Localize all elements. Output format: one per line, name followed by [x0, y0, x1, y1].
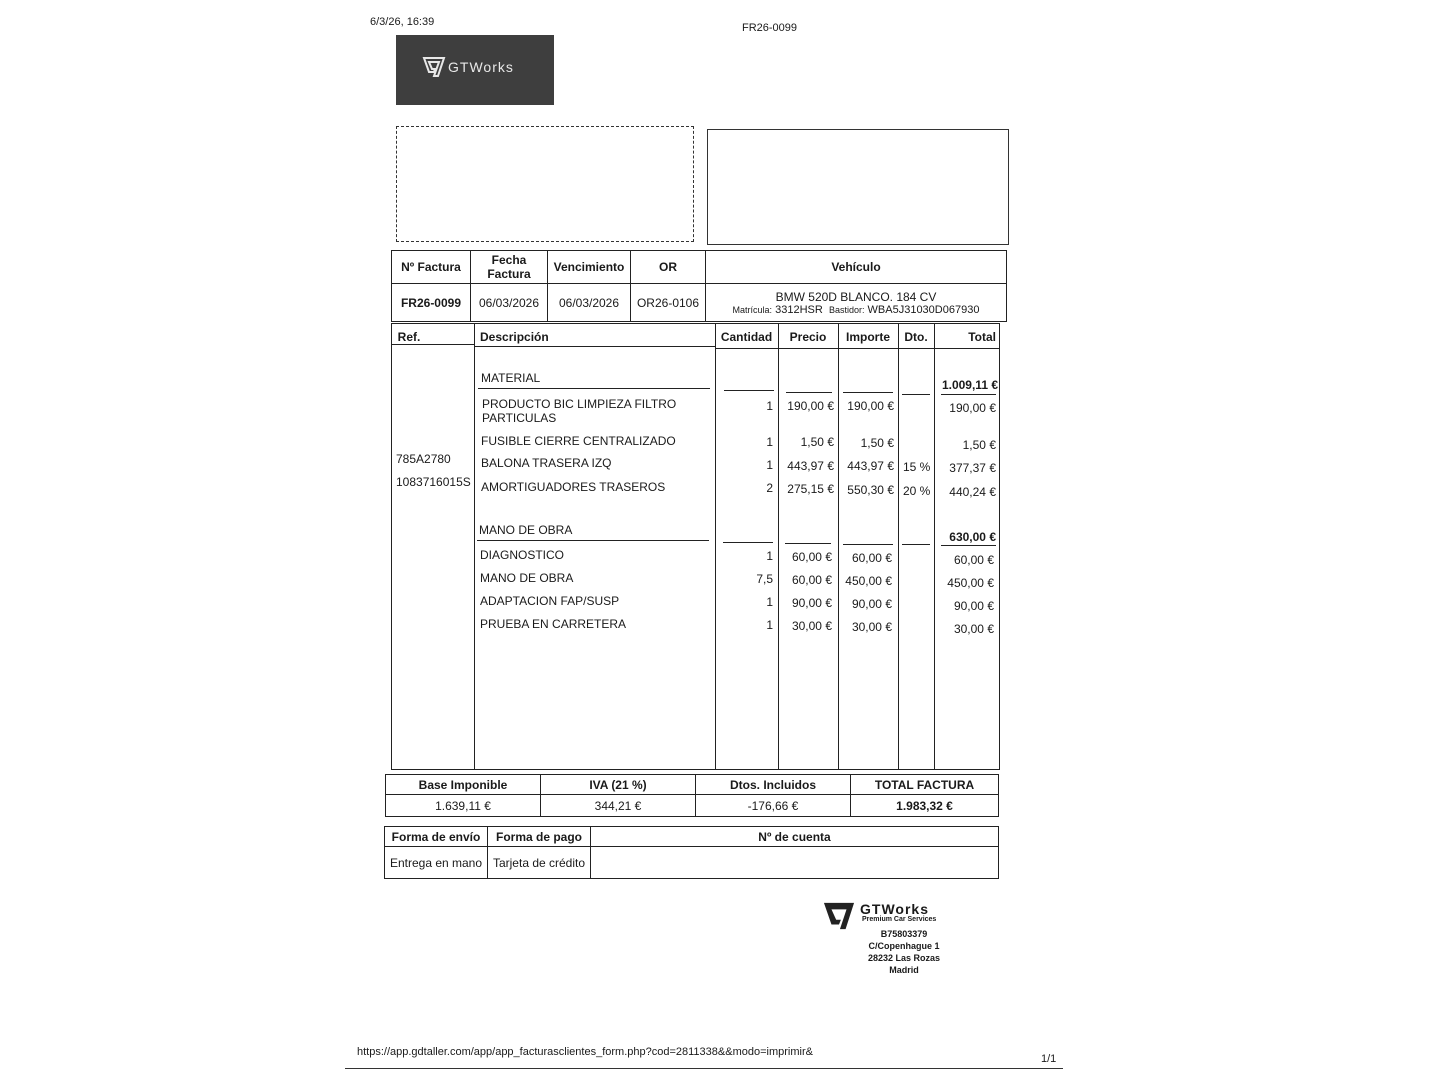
col-discount: Dto.	[904, 330, 928, 344]
invoice-no-value: FR26-0099	[392, 284, 471, 322]
item-description: FUSIBLE CIERRE CENTRALIZADO	[481, 434, 676, 448]
item-amount: 30,00 €	[851, 620, 892, 634]
invoice-no-label: Nº Factura	[392, 251, 471, 284]
iva-value: 344,21 €	[541, 795, 696, 817]
item-quantity: 1	[766, 618, 773, 632]
item-price: 1,50 €	[800, 435, 834, 449]
item-quantity: 1	[766, 435, 773, 449]
item-price: 443,97 €	[787, 459, 834, 473]
total-invoice-label: TOTAL FACTURA	[851, 775, 999, 795]
vehicle-ids	[710, 304, 1002, 316]
issuer-address-box	[396, 126, 694, 242]
chassis-value: WBA5J31030D067930	[867, 303, 980, 316]
item-description: AMORTIGUADORES TRASEROS	[481, 480, 666, 494]
section-total: 1.009,11 €	[941, 378, 998, 392]
base-label: Base Imponible	[386, 775, 541, 795]
item-ref: 1083716015S	[396, 475, 471, 489]
item-amount: 90,00 €	[851, 597, 892, 611]
item-description: DIAGNOSTICO	[480, 548, 565, 562]
col-description: Descripción	[480, 330, 549, 344]
item-description: PRODUCTO BIC LIMPIEZA FILTRO PARTICULAS	[482, 397, 677, 425]
base-value: 1.639,11 €	[386, 795, 541, 817]
item-ref: 785A2780	[396, 452, 451, 466]
document-id: FR26-0099	[742, 22, 798, 34]
item-amount: 60,00 €	[851, 551, 892, 565]
col-quantity: Cantidad	[720, 330, 773, 344]
item-price: 275,15 €	[787, 482, 834, 496]
item-amount: 443,97 €	[847, 459, 894, 473]
stamp-region: Madrid	[889, 965, 919, 975]
section-total: 630,00 €	[949, 530, 996, 544]
item-total: 60,00 €	[953, 553, 994, 567]
section-title: MATERIAL	[481, 371, 541, 385]
stamp-city: 28232 Las Rozas	[867, 953, 941, 963]
vehicle-label: Vehículo	[706, 251, 1007, 284]
customer-address-box	[707, 129, 1009, 245]
item-total: 190,00 €	[949, 401, 996, 415]
stamp-tax-id: B75803379	[880, 929, 928, 939]
item-discount: 15 %	[903, 460, 931, 474]
section-title: MANO DE OBRA	[479, 523, 573, 537]
due-date-value: 06/03/2026	[548, 284, 631, 322]
item-total: 1,50 €	[962, 438, 996, 452]
invoice-date-label: Fecha Factura	[471, 251, 548, 284]
due-date-label: Vencimiento	[548, 251, 631, 284]
stamp-brand: GTWorks	[860, 901, 929, 917]
item-price: 60,00 €	[791, 550, 832, 564]
chassis-label: Bastidor:	[828, 304, 865, 315]
vehicle-description: BMW 520D BLANCO. 184 CV	[775, 289, 937, 304]
total-invoice-value: 1.983,32 €	[851, 795, 999, 817]
company-logo	[396, 35, 554, 105]
item-quantity: 1	[766, 399, 773, 413]
payment-table	[384, 826, 999, 879]
item-price: 190,00 €	[787, 399, 834, 413]
item-discount: 20 %	[903, 484, 931, 498]
col-total: Total	[968, 330, 996, 344]
item-description: MANO DE OBRA	[480, 571, 574, 585]
or-value: OR26-0106	[631, 284, 706, 322]
shipping-value: Entrega en mano	[385, 847, 488, 879]
stamp-tagline: Premium Car Services	[862, 916, 937, 923]
item-quantity: 1	[766, 458, 773, 472]
footer-divider	[345, 1068, 1063, 1069]
vehicle-value	[706, 284, 1007, 322]
item-amount: 450,00 €	[845, 574, 892, 588]
gtworks-stamp-logo-icon	[822, 900, 856, 932]
logo-brand-text: GTWorks	[448, 59, 514, 75]
payment-method-value: Tarjeta de crédito	[488, 847, 591, 879]
item-total: 30,00 €	[953, 622, 994, 636]
account-label: Nº de cuenta	[591, 827, 999, 847]
item-amount: 550,30 €	[847, 483, 894, 497]
item-amount: 190,00 €	[847, 399, 894, 413]
or-label: OR	[631, 251, 706, 284]
payment-method-label: Forma de pago	[488, 827, 591, 847]
line-items-table	[391, 323, 1000, 770]
item-total: 440,24 €	[949, 485, 996, 499]
account-value	[591, 847, 999, 879]
item-quantity: 7,5	[756, 572, 773, 586]
item-quantity: 2	[766, 481, 773, 495]
totals-table	[385, 774, 999, 817]
item-description: PRUEBA EN CARRETERA	[480, 617, 627, 631]
company-stamp	[822, 898, 952, 978]
item-amount: 1,50 €	[860, 436, 894, 450]
gtworks-logo-icon	[422, 55, 446, 79]
shipping-label: Forma de envío	[385, 827, 488, 847]
invoice-header-table	[391, 250, 1007, 322]
col-amount: Importe	[845, 330, 890, 344]
item-description: BALONA TRASERA IZQ	[481, 456, 612, 470]
discounts-label: Dtos. Incluidos	[696, 775, 851, 795]
col-ref: Ref.	[397, 330, 421, 344]
stamp-street: C/Copenhague 1	[868, 941, 940, 951]
item-total: 90,00 €	[953, 599, 994, 613]
plate-value: 3312HSR	[775, 303, 823, 316]
item-quantity: 1	[766, 549, 773, 563]
item-price: 60,00 €	[791, 573, 832, 587]
item-quantity: 1	[766, 595, 773, 609]
col-price: Precio	[789, 330, 827, 344]
item-price: 90,00 €	[791, 596, 832, 610]
source-url: https://app.gdtaller.com/app/app_facturasclientes_form.php?cod=2811338&&modo=imprimir&	[357, 1046, 813, 1058]
discounts-value: -176,66 €	[696, 795, 851, 817]
item-total: 377,37 €	[949, 461, 996, 475]
item-total: 450,00 €	[947, 576, 994, 590]
item-description: ADAPTACION FAP/SUSP	[480, 594, 620, 608]
item-price: 30,00 €	[791, 619, 832, 633]
page-number: 1/1	[1041, 1053, 1057, 1065]
plate-label: Matrícula:	[732, 304, 773, 315]
iva-label: IVA (21 %)	[541, 775, 696, 795]
invoice-date-value: 06/03/2026	[471, 284, 548, 322]
print-timestamp: 6/3/26, 16:39	[370, 16, 435, 28]
